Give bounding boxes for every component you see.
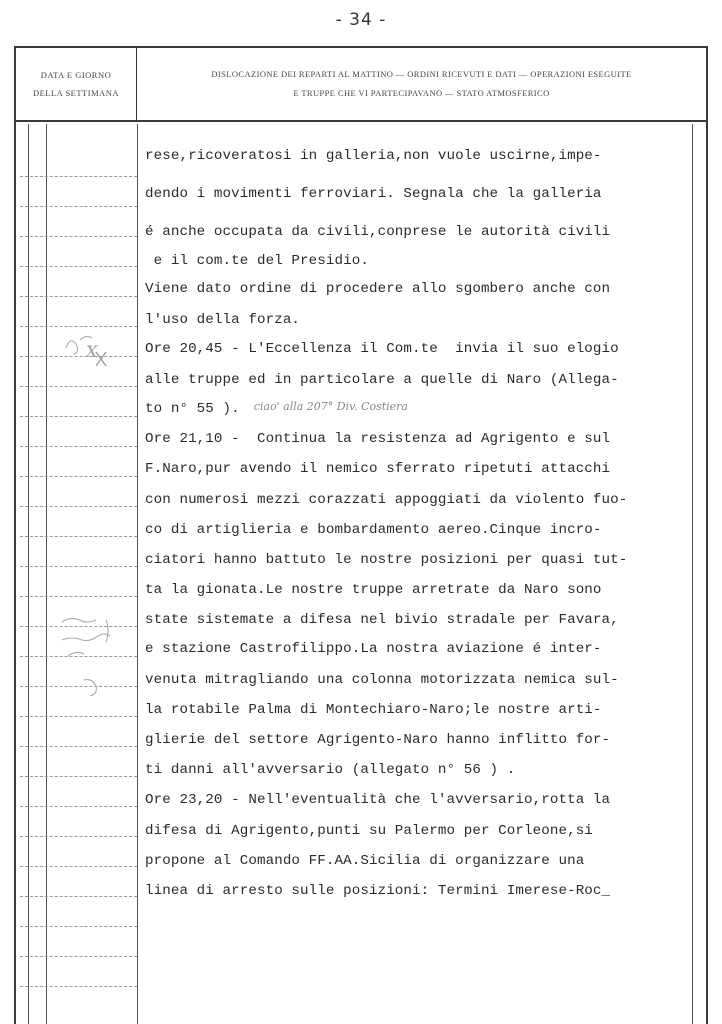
margin-row-rule bbox=[20, 206, 137, 207]
entry-line-text: l'uso della forza. bbox=[145, 312, 301, 328]
entry-line bbox=[145, 253, 369, 269]
handwritten-note: ciao' alla 207° Div. Costiera bbox=[253, 400, 408, 413]
header-weekday-label: DELLA SETTIMANA bbox=[32, 88, 120, 98]
margin-row-rule bbox=[20, 296, 137, 297]
margin-rule-right bbox=[692, 124, 693, 1024]
entry-line bbox=[145, 401, 408, 417]
entry-line bbox=[145, 312, 300, 328]
entry-line bbox=[145, 224, 610, 240]
entry-line-text: Viene dato ordine di procedere allo sgombero anche con bbox=[145, 281, 611, 297]
entry-line-text: linea di arresto sulle posizioni: Termini Imerese-Roc_ bbox=[145, 883, 611, 899]
entry-line bbox=[145, 186, 602, 202]
entry-line-text: ta la gionata.Le nostre truppe arretrate da Naro sono bbox=[145, 582, 602, 598]
entry-line-text: F.Naro,pur avendo il nemico sferrato ripetuti attacchi bbox=[145, 461, 611, 477]
entry-line bbox=[145, 522, 602, 538]
entry-line-text: alle truppe ed in particolare a quelle di Naro (Allega- bbox=[145, 372, 619, 388]
entry-line-text: dendo i movimenti ferroviari. Segnala che la galleria bbox=[145, 186, 602, 202]
entry-line bbox=[145, 641, 602, 657]
entry-line bbox=[145, 461, 610, 477]
entry-line-text: propone al Comando FF.AA.Sicilia di organizzare una bbox=[145, 853, 585, 869]
margin-row-rule bbox=[20, 176, 137, 177]
entry-line bbox=[145, 552, 627, 568]
margin-row-rule bbox=[20, 266, 137, 267]
entry-line-text: e il com.te del Presidio. bbox=[145, 253, 369, 269]
entry-line-text: e stazione Castrofilippo.La nostra aviazione é inter- bbox=[145, 641, 602, 657]
entry-line-text: Ore 21,10 - Continua la resistenza ad Agrigento e sul bbox=[145, 431, 611, 447]
entry-line bbox=[145, 823, 593, 839]
entry-line-text: ti danni all'avversario (allegato n° 56 ) . bbox=[145, 762, 516, 778]
entry-line-text: é anche occupata da civili,conprese le autorità civili bbox=[145, 224, 611, 240]
header-description-line-1: DISLOCAZIONE DEI REPARTI AL MATTINO — ORDINI RICEVUTI E DATI — OPERAZIONI ESEGUITE bbox=[211, 69, 632, 79]
entry-line-text: to n° 55 ). bbox=[145, 401, 240, 417]
entry-line-text: ciatori hanno battuto le nostre posizioni per quasi tut- bbox=[145, 552, 628, 568]
entry-line bbox=[145, 281, 610, 297]
header-date-label: DATA E GIORNO bbox=[40, 70, 112, 80]
entry-line-text: Ore 20,45 - L'Eccellenza il Com.te invia il suo elogio bbox=[145, 341, 619, 357]
entry-line bbox=[145, 792, 610, 808]
entry-line-text: venuta mitragliando una colonna motorizzata nemica sul- bbox=[145, 672, 619, 688]
entry-line bbox=[145, 762, 515, 778]
margin-x-mark: X bbox=[86, 342, 98, 361]
entry-line-text: co di artiglieria e bombardamento aereo.Cinque incro- bbox=[145, 522, 602, 538]
entry-line bbox=[145, 372, 619, 388]
entry-line bbox=[145, 431, 610, 447]
entry-line-text: difesa di Agrigento,punti su Palermo per Corleone,si bbox=[145, 823, 593, 839]
entry-line bbox=[145, 492, 627, 508]
entry-line-text: rese,ricoveratosi in galleria,non vuole uscirne,impe- bbox=[145, 148, 602, 164]
entry-line-text: la rotabile Palma di Montechiaro-Naro;le nostre arti- bbox=[145, 702, 602, 718]
entry-line bbox=[145, 732, 610, 748]
entry-line bbox=[145, 853, 584, 869]
entry-line bbox=[145, 612, 619, 628]
entry-line bbox=[145, 883, 610, 899]
entry-line bbox=[145, 341, 619, 357]
entry-line-text: state sistemate a difesa nel bivio stradale per Favara, bbox=[145, 612, 619, 628]
entry-line bbox=[145, 702, 602, 718]
entry-line-text: glierie del settore Agrigento-Naro hanno inflitto for- bbox=[145, 732, 611, 748]
page-number: - 34 - bbox=[335, 10, 387, 30]
header-date-column bbox=[16, 48, 137, 122]
entry-line bbox=[145, 148, 602, 164]
margin-annotations bbox=[14, 300, 144, 1020]
header-description-line-2: E TRUPPE CHE VI PARTECIPAVANO — STATO ATMOSFERICO bbox=[293, 88, 550, 98]
entry-line-text: con numerosi mezzi corazzati appoggiati da violento fuo- bbox=[145, 492, 628, 508]
margin-row-rule bbox=[20, 236, 137, 237]
entry-line bbox=[145, 672, 619, 688]
header-description-column bbox=[137, 48, 706, 122]
entry-line bbox=[145, 582, 602, 598]
entry-line-text: Ore 23,20 - Nell'eventualità che l'avversario,rotta la bbox=[145, 792, 611, 808]
